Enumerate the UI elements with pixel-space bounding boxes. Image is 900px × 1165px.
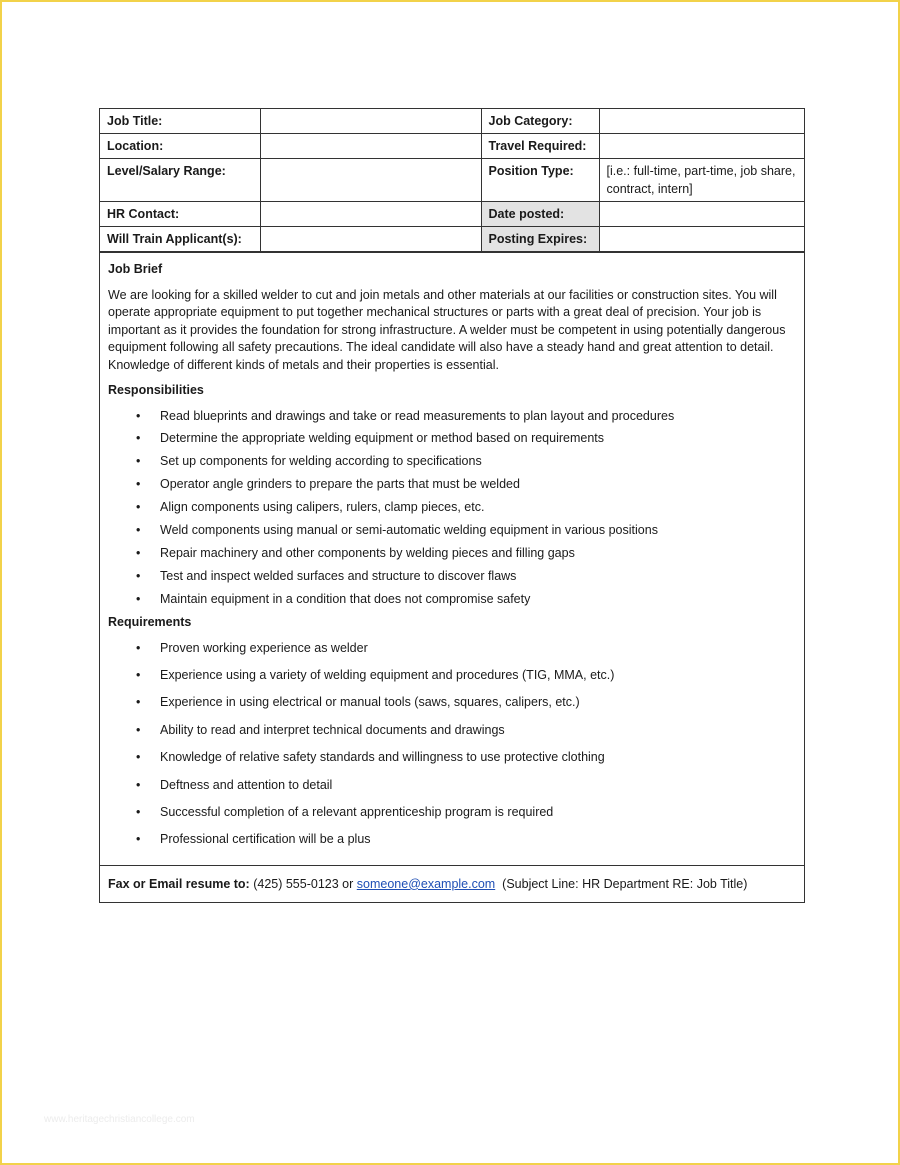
list-item: • Operator angle grinders to prepare the parts that must be welded (160, 476, 796, 494)
list-item: • Professional certification will be a plus (160, 831, 796, 849)
list-item: • Proven working experience as welder (160, 640, 796, 658)
location-field[interactable] (260, 134, 481, 159)
table-row (100, 202, 804, 227)
posting-expires-label: Posting Expires: (481, 227, 599, 252)
job-category-label: Job Category: (481, 109, 599, 134)
date-posted-field[interactable] (599, 202, 804, 227)
resume-contact-label: Fax or Email resume to: (108, 876, 250, 891)
job-posting-form (99, 108, 805, 903)
resume-contact-footer (100, 865, 804, 902)
level-salary-field[interactable] (260, 159, 481, 202)
job-category-field[interactable] (599, 109, 804, 134)
requirements-list (108, 640, 796, 849)
list-item: • Deftness and attention to detail (160, 777, 796, 795)
list-item: • Knowledge of relative safety standards and willingness to use protective clothing (160, 749, 796, 767)
job-info-table (100, 109, 804, 252)
will-train-field[interactable] (260, 227, 481, 252)
responsibilities-list (108, 408, 796, 609)
posting-expires-field[interactable] (599, 227, 804, 252)
resume-phone: (425) 555-0123 or (253, 876, 354, 891)
table-row (100, 227, 804, 252)
travel-required-field[interactable] (599, 134, 804, 159)
list-item: • Ability to read and interpret technical documents and drawings (160, 722, 796, 740)
list-item: • Successful completion of a relevant apprenticeship program is required (160, 804, 796, 822)
resume-subject-line: (Subject Line: HR Department RE: Job Title) (502, 876, 748, 891)
list-item: • Maintain equipment in a condition that does not compromise safety (160, 591, 796, 609)
table-row (100, 159, 804, 202)
list-item: • Test and inspect welded surfaces and structure to discover flaws (160, 568, 796, 586)
date-posted-label: Date posted: (481, 202, 599, 227)
requirements-heading: Requirements (108, 615, 192, 630)
table-row (100, 109, 804, 134)
list-item: • Determine the appropriate welding equipment or method based on requirements (160, 430, 796, 448)
position-type-field[interactable]: [i.e.: full-time, part-time, job share, contract, intern] (599, 159, 804, 202)
responsibilities-heading: Responsibilities (108, 383, 204, 397)
table-row (100, 134, 804, 159)
job-brief-heading: Job Brief (108, 262, 163, 276)
position-type-label: Position Type: (481, 159, 599, 202)
travel-required-label: Travel Required: (481, 134, 599, 159)
resume-email-link[interactable]: someone@example.com (356, 876, 496, 891)
location-label: Location: (100, 134, 260, 159)
list-item: • Experience in using electrical or manual tools (saws, squares, calipers, etc.) (160, 694, 796, 712)
job-title-label: Job Title: (100, 109, 260, 134)
job-title-field[interactable] (260, 109, 481, 134)
hr-contact-field[interactable] (260, 202, 481, 227)
will-train-label: Will Train Applicant(s): (100, 227, 260, 252)
list-item: • Experience using a variety of welding equipment and procedures (TIG, MMA, etc.) (160, 667, 796, 685)
hr-contact-label: HR Contact: (100, 202, 260, 227)
level-salary-label: Level/Salary Range: (100, 159, 260, 202)
job-details-section (100, 252, 804, 865)
list-item: • Set up components for welding according to specifications (160, 453, 796, 471)
watermark-text: www.heritagechristiancollege.com (44, 1114, 195, 1125)
list-item: • Repair machinery and other components by welding pieces and filling gaps (160, 545, 796, 563)
list-item: • Read blueprints and drawings and take or read measurements to plan layout and procedures (160, 408, 796, 426)
list-item: • Weld components using manual or semi-automatic welding equipment in various positions (160, 522, 796, 540)
list-item: • Align components using calipers, rulers, clamp pieces, etc. (160, 499, 796, 517)
job-brief-text: We are looking for a skilled welder to cut and join metals and other materials at our facilities or construction sites. You will operate appropriate equipment to put together mechanical structures or parts with a great deal of precision. Your job is important as it provides the foundation for strong infrastructure. A welder must be competent in using potentially dangerous equipment following all safety precautions. The ideal candidate will also have a steady hand and great attention to detail. Knowledge of different kinds of metals and their properties is essential. (108, 287, 786, 372)
